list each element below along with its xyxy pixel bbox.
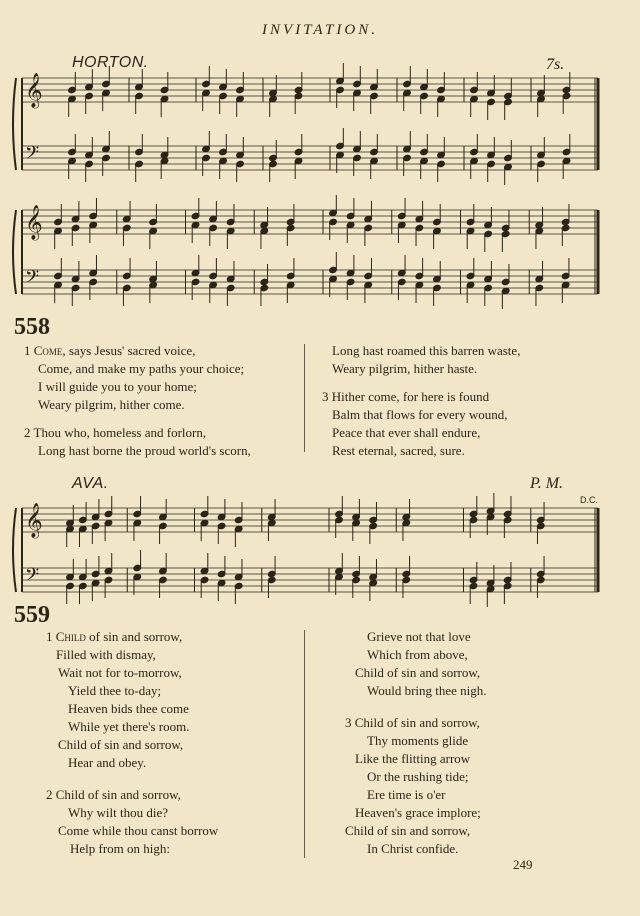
verse-line <box>46 786 218 804</box>
column-divider <box>304 630 305 858</box>
treble-clef-icon: 𝄞 <box>25 73 43 108</box>
verse-text: says Jesus' sacred voice, <box>65 343 196 358</box>
hymn-558-verses-right <box>322 342 520 460</box>
stanza-number: 1 <box>24 343 34 358</box>
verse-line <box>345 714 487 732</box>
verse-text: In Christ confide. <box>367 841 459 856</box>
verse-line <box>24 442 251 460</box>
verse-text: Grieve not that love <box>367 629 471 644</box>
verse-text: Rest eternal, sacred, sure. <box>332 443 465 458</box>
meter-label-558: 7s. <box>546 56 565 73</box>
verse-line <box>322 360 520 378</box>
verse-line <box>345 768 487 786</box>
bass-clef-icon: 𝄢 <box>25 267 40 292</box>
verse-line <box>46 664 218 682</box>
verse-text: Filled with dismay, <box>56 647 156 662</box>
brace <box>13 210 16 294</box>
verse-line <box>345 804 487 822</box>
bass-clef-icon: 𝄢 <box>25 565 40 590</box>
brace <box>13 508 16 592</box>
music-score-ava <box>0 495 640 615</box>
verse-first-word: Come, <box>33 343 66 358</box>
verse-line <box>345 628 487 646</box>
music-score-horton <box>0 0 640 330</box>
verse-text: I will guide you to your home; <box>38 379 197 394</box>
verse-text: Ere time is o'er <box>367 787 446 802</box>
verse-line <box>345 646 487 664</box>
stanza-number: 2 <box>24 425 34 440</box>
verse-text: Weary pilgrim, hither come. <box>38 397 185 412</box>
verse-text: Like the flitting arrow <box>355 751 471 766</box>
tune-name-ava: AVA. <box>72 475 109 492</box>
verse-text: Long hast roamed this barren waste, <box>332 343 521 358</box>
verse-line <box>322 342 520 360</box>
verse-text: Balm that flows for every wound, <box>332 407 508 422</box>
verse-line <box>345 750 487 768</box>
verse-text: Child of sin and sorrow, <box>345 823 471 838</box>
verse-text: Hither come, for here is found <box>331 389 490 404</box>
verse-text: Wait not for to-morrow, <box>58 665 182 680</box>
hymn-number-558: 558 <box>14 314 50 340</box>
bass-clef-icon: 𝄢 <box>25 143 40 168</box>
verse-line <box>24 396 251 414</box>
verse-text: Child of sin and sorrow, <box>58 737 184 752</box>
verse-line <box>345 786 487 804</box>
verse-line <box>345 840 487 858</box>
verse-line <box>322 424 520 442</box>
grand-staff <box>13 195 598 309</box>
stanza-number: 1 <box>46 629 56 644</box>
grand-staff <box>13 63 598 185</box>
verse-line <box>46 628 218 646</box>
treble-clef-icon: 𝄞 <box>25 205 43 240</box>
brace <box>13 78 16 170</box>
stanza-number: 3 <box>345 715 355 730</box>
verse-line <box>46 736 218 754</box>
tune-name-horton: HORTON. <box>72 54 149 71</box>
verse-line <box>46 646 218 664</box>
verse-text: While yet there's room. <box>68 719 190 734</box>
verse-text: Which from above, <box>367 647 468 662</box>
verse-line <box>46 840 218 858</box>
verse-text: Weary pilgrim, hither haste. <box>332 361 478 376</box>
treble-clef-icon: 𝄞 <box>25 503 43 538</box>
meter-label-559: P. M. <box>530 475 564 492</box>
verse-text: Or the rushing tide; <box>367 769 469 784</box>
verse-first-word: Child <box>55 629 86 644</box>
verse-text: Heaven bids thee come <box>68 701 189 716</box>
verse-line <box>46 718 218 736</box>
hymn-559-verses-right <box>345 628 487 858</box>
verse-text: Help from on high: <box>70 841 171 856</box>
verse-line <box>24 378 251 396</box>
verse-text: Child of sin and sorrow, <box>55 787 181 802</box>
verse-text: Thy moments glide <box>367 733 469 748</box>
verse-text: Heaven's grace implore; <box>355 805 481 820</box>
verse-text: Why wilt thou die? <box>68 805 169 820</box>
treble-staff <box>22 210 598 234</box>
verse-text: Peace that ever shall endure, <box>332 425 481 440</box>
da-capo-mark: D.C. <box>580 495 598 505</box>
verse-line <box>24 360 251 378</box>
verse-text: Come while thou canst borrow <box>58 823 219 838</box>
verse-line <box>46 682 218 700</box>
verse-text: Long hast borne the proud world's scorn, <box>38 443 251 458</box>
verse-text: of sin and sorrow, <box>85 629 183 644</box>
verse-text: Hear and obey. <box>68 755 147 770</box>
column-divider <box>304 344 305 452</box>
verse-line <box>345 682 487 700</box>
verse-line <box>322 406 520 424</box>
verse-text: Thou who, homeless and forlorn, <box>33 425 207 440</box>
stanza-number: 3 <box>322 389 332 404</box>
bass-staff <box>22 270 598 294</box>
hymn-558-verses-left <box>24 342 251 460</box>
verse-line <box>322 442 520 460</box>
verse-line <box>345 732 487 750</box>
verse-line <box>24 342 251 360</box>
verse-text: Would bring thee nigh. <box>367 683 487 698</box>
verse-line <box>24 424 251 442</box>
verse-line <box>345 822 487 840</box>
verse-text: Yield thee to-day; <box>68 683 162 698</box>
verse-text: Child of sin and sorrow, <box>354 715 480 730</box>
verse-line <box>46 804 218 822</box>
verse-line <box>46 700 218 718</box>
verse-text: Come, and make my paths your choice; <box>38 361 245 376</box>
verse-line <box>345 664 487 682</box>
verse-text: Child of sin and sorrow, <box>355 665 481 680</box>
hymn-number-559: 559 <box>14 602 50 628</box>
page-header-title: INVITATION. <box>262 22 378 38</box>
grand-staff <box>13 493 598 607</box>
stanza-number: 2 <box>46 787 56 802</box>
verse-line <box>46 754 218 772</box>
page-number: 249 <box>513 857 533 872</box>
hymn-559-verses-left <box>46 628 218 858</box>
verse-line <box>46 822 218 840</box>
verse-line <box>322 388 520 406</box>
